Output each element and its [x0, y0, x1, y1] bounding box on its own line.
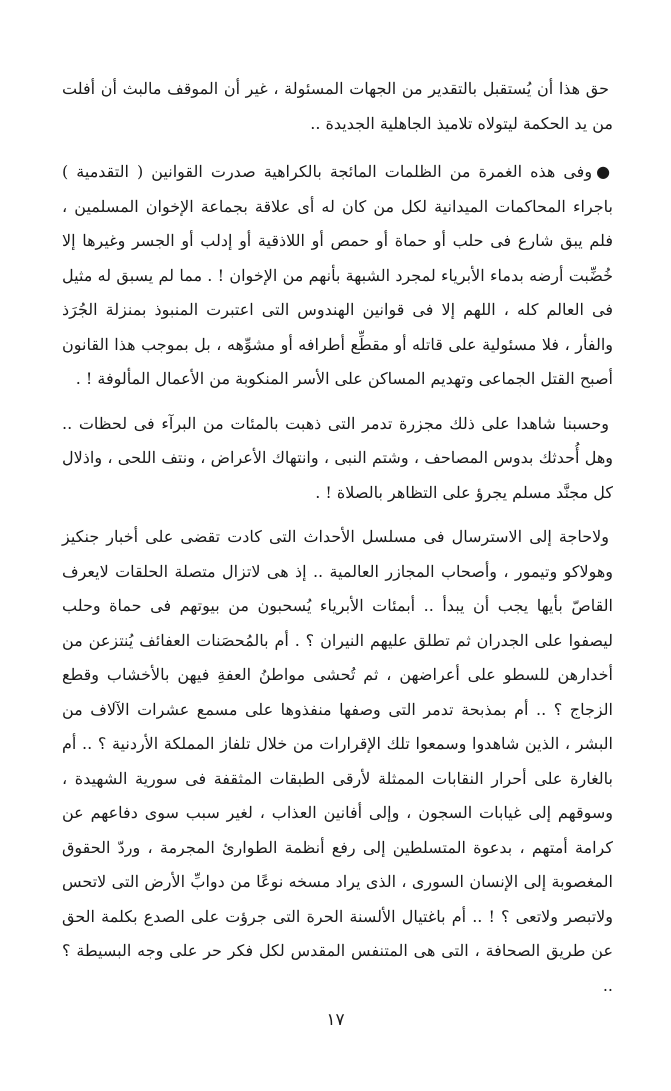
paragraph-2	[62, 155, 613, 397]
page-number: ١٧	[326, 1010, 345, 1030]
paragraph-3-text: وحسبنا شاهدا على ذلك مجزرة تدمر التى ذهبت بالمئات من البرآء فى لحظات .. وهل أُحدثك بدوس المصاحف ، وشتم النبى ، وانتهاك الأعراض ، ونتف اللحى ، واذلال كل مجنَّد مسلم يجرؤ على التظاهر بالصلاة ! .	[62, 413, 613, 502]
paragraph-1-text: حق هذا أن يُستقبل بالتقدير من الجهات المسئولة ، غير أن الموقف مالبث أن أفلت من يد الحكمة ليتولاه تلاميذ الجاهلية الجديدة ..	[62, 79, 613, 133]
paragraph-1	[62, 72, 613, 141]
paragraph-2-text: وفى هذه الغمرة من الظلمات المائجة بالكراهية صدرت القوانين ( التقدمية ) باجراء المحاكمات الميدانية لكل من كان له أى علاقة بجماعة الإخوان المسلمين ، فلم يبق شارع فى حلب أو حماة أو حمص أو اللاذقية أو إدلب أو الجسر وغيرها إلا خُضِّبت أرضه بدماء الأبرياء لمجرد الشبهة بأنهم من الإخوان ! . مما لم يسبق له مثيل فى العالم كله ، اللهم إلا فى قوانين الهندوس التى اعتبرت المنبوذ بمنزلة الجُرَذ والفأر ، فلا مسئولية على قاتله أو مقطِّع أطرافه أو مشوِّهه ، بل بموجب هذا القانون أصبح القتل الجماعى وتهديم المساكن على الأسر المنكوبة من الأعمال المألوفة ! .	[62, 162, 613, 388]
paragraph-3	[62, 407, 613, 511]
bullet-marker: ●	[596, 162, 613, 181]
paragraph-4	[62, 520, 613, 1003]
paragraph-4-text: ولاحاجة إلى الاسترسال فى مسلسل الأحداث التى كادت تقضى على أخبار جنكيز وهولاكو وتيمور ، وأصحاب المجازر العالمية .. إذ هى لاتزال متصلة الحلقات لايعرف القاصّ بأيها يجب أن يبدأ .. أبمئات الأبرياء يُسحبون من بيوتهم فى حماة وحلب ليصفوا على الجدران ثم تطلق عليهم النيران ؟ . أم بالمُحصَنات العفائف يُنتزعن من أخدارهن للسطو على أعراضهن ، ثم تُحشى مواطنُ العفةِ فيهن بالأخشاب وقطع الزجاج ؟ .. أم بمذبحة تدمر التى وصفها منفذوها على مسمع عشرات الآلاف من البشر ، الذين شاهدوا وسمعوا تلك الإقرارات من خلال تلفاز المملكة الأردنية ؟ .. أم بالغارة على أحرار النقابات الممثلة لأرقى الطبقات المثقفة فى سورية الشهيدة ، وسوقهم إلى غيابات السجون ، وإلى أفانين العذاب ، لغير سبب سوى دفاعهم عن كرامة أمتهم ، بدعوة المتسلطين إلى رفع أنظمة الطوارئ المجرمة ، وردّ الحقوق المغصوبة إلى الإنسان السورى ، الذى يراد مسخه نوعًا من دوابِّ الأرض التى لاتحس ولاتبصر ولاتعى ؟ ! .. أم باغتيال الألسنة الحرة التى جرؤت على الصدع بكلمة الحق عن طريق الصحافة ، التى هى المتنفس المقدس لكل فكر حر على وجه البسيطة ؟ ..	[62, 527, 613, 995]
